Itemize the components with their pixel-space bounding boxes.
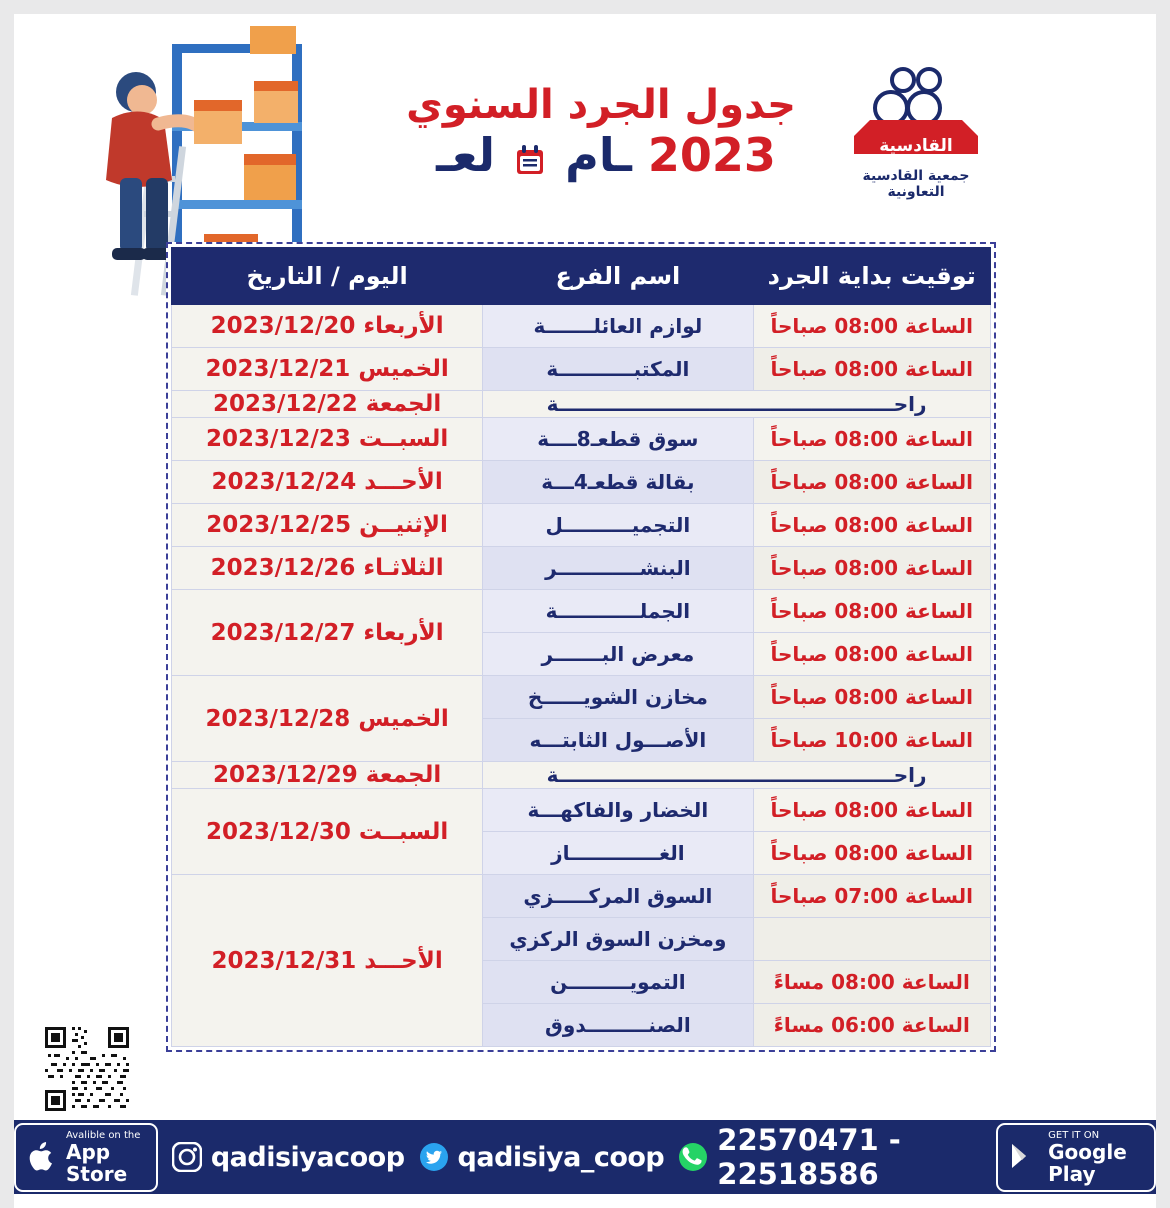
title-word-jadwal: جدول الجرد السنوي	[406, 82, 796, 128]
table-row	[172, 676, 991, 762]
date-cell: الخميس 2023/12/21	[172, 348, 483, 391]
branch-cell	[483, 875, 753, 1047]
holiday-label: راحـــــــــــــــــــــــــــــــــــــــــــــــــة	[546, 763, 927, 787]
table-row	[172, 789, 991, 875]
time-value: الساعة 08:00 صباحاً	[754, 348, 991, 390]
time-value	[754, 917, 991, 960]
title-block	[406, 82, 796, 183]
title-word-year: 2023	[647, 128, 776, 182]
col-header-branch: اسم الفرع	[483, 248, 753, 305]
instagram-link[interactable]	[172, 1142, 405, 1173]
branch-value: بقالة قطعـ4ـــة	[483, 461, 752, 503]
time-cell	[753, 305, 991, 348]
time-value: الساعة 08:00 صباحاً	[754, 461, 991, 503]
table-row-holiday	[172, 391, 991, 418]
time-cell	[753, 590, 991, 676]
phone-contact[interactable]	[678, 1123, 982, 1191]
title-word-am: ـام	[565, 128, 632, 182]
branch-value: التمويـــــــــن	[483, 960, 752, 1003]
instagram-icon	[172, 1142, 202, 1172]
table-row	[172, 875, 991, 1047]
google-play-small-label: GET IT ON	[1048, 1129, 1100, 1141]
poster-inner	[14, 14, 1156, 1194]
table-row-holiday	[172, 762, 991, 789]
time-value: الساعة 08:00 صباحاً	[754, 504, 991, 546]
poster-title-line2	[416, 128, 796, 183]
date-cell: السبــت 2023/12/30	[172, 789, 483, 875]
date-cell: الخميس 2023/12/28	[172, 676, 483, 762]
table-row	[172, 547, 991, 590]
inventory-schedule-table	[166, 242, 996, 1052]
logo-mark-icon	[846, 64, 986, 164]
table-row	[172, 590, 991, 676]
branch-value: سوق قطعـ8ــــة	[483, 418, 752, 460]
time-value: الساعة 07:00 صباحاً	[754, 875, 991, 917]
time-cell	[753, 676, 991, 762]
branch-cell	[483, 504, 753, 547]
table-row	[172, 305, 991, 348]
branch-value: المكتبـــــــــــة	[483, 348, 752, 390]
time-cell	[753, 875, 991, 1047]
twitter-link[interactable]	[419, 1142, 665, 1173]
table-body	[172, 305, 991, 1047]
time-value: الساعة 10:00 صباحاً	[754, 718, 991, 761]
date-cell: الأربعاء 2023/12/27	[172, 590, 483, 676]
date-cell: الجمعة 2023/12/22	[172, 391, 483, 418]
apple-icon	[28, 1142, 58, 1172]
twitter-icon	[419, 1142, 449, 1172]
time-value: الساعة 06:00 مساءً	[754, 1003, 991, 1046]
date-cell: الأحـــد 2023/12/24	[172, 461, 483, 504]
branch-value: البنشــــــــــــر	[483, 547, 752, 589]
frame-right	[1156, 0, 1170, 1208]
holiday-cell	[483, 762, 991, 789]
calendar-icon	[513, 134, 547, 168]
holiday-label: راحـــــــــــــــــــــــــــــــــــــــــــــــــة	[546, 392, 927, 416]
time-value: الساعة 08:00 صباحاً	[754, 676, 991, 718]
branch-cell	[483, 305, 753, 348]
time-cell	[753, 418, 991, 461]
col-header-time: توقيت بداية الجرد	[753, 248, 991, 305]
time-cell	[753, 348, 991, 391]
col-header-date: اليوم / التاريخ	[172, 248, 483, 305]
google-play-icon	[1010, 1142, 1040, 1172]
time-value: الساعة 08:00 صباحاً	[754, 831, 991, 874]
branch-cell	[483, 789, 753, 875]
time-value: الساعة 08:00 صباحاً	[754, 547, 991, 589]
time-cell	[753, 504, 991, 547]
table-row	[172, 504, 991, 547]
twitter-handle: qadisiya_coop	[457, 1141, 665, 1173]
phone-numbers: 22570471 - 22518586	[717, 1123, 901, 1191]
svg-text:القادسية: القادسية	[879, 136, 953, 156]
app-store-button[interactable]	[14, 1123, 158, 1192]
branch-value: الصنـــــــــدوق	[483, 1003, 752, 1046]
frame-top	[0, 0, 1170, 14]
date-cell: الثلاثـاء 2023/12/26	[172, 547, 483, 590]
time-cell	[753, 547, 991, 590]
branch-value: الغـــــــــــــاز	[483, 831, 752, 874]
date-cell: السبــت 2023/12/23	[172, 418, 483, 461]
google-play-labels	[1048, 1130, 1142, 1185]
table-header-row	[172, 248, 991, 305]
time-value: الساعة 08:00 مساءً	[754, 960, 991, 1003]
branch-value: الأصـــول الثابتـــه	[483, 718, 752, 761]
branch-value: ومخزن السوق الركزي	[483, 917, 752, 960]
frame-left	[0, 0, 14, 1208]
branch-cell	[483, 547, 753, 590]
branch-value: معرض البـــــــر	[483, 632, 752, 675]
branch-value: الخضار والفاكهـــة	[483, 789, 752, 831]
time-cell	[753, 789, 991, 875]
instagram-handle: qadisiyacoop	[210, 1141, 405, 1173]
branch-cell	[483, 348, 753, 391]
branch-cell	[483, 418, 753, 461]
header	[14, 14, 1156, 234]
branch-cell	[483, 590, 753, 676]
coop-logo	[836, 64, 996, 224]
branch-value: التجميــــــــــل	[483, 504, 752, 546]
logo-caption: جمعية القادسية التعاونية	[862, 168, 970, 200]
date-cell: الأربعاء 2023/12/20	[172, 305, 483, 348]
time-value: الساعة 08:00 صباحاً	[754, 632, 991, 675]
time-value: الساعة 08:00 صباحاً	[754, 590, 991, 632]
holiday-cell	[483, 391, 991, 418]
table-row	[172, 461, 991, 504]
time-value: الساعة 08:00 صباحاً	[754, 789, 991, 831]
app-store-labels	[66, 1130, 144, 1185]
google-play-big-label: Google Play	[1048, 1139, 1127, 1186]
date-cell: الإثنيــن 2023/12/25	[172, 504, 483, 547]
branch-value: السوق المركـــــزي	[483, 875, 752, 917]
table-row	[172, 418, 991, 461]
time-cell	[753, 461, 991, 504]
branch-value: الجملــــــــــــة	[483, 590, 752, 632]
app-store-small-label: Avalible on the	[66, 1129, 141, 1141]
branch-value: لوازم العائلـــــــة	[483, 305, 752, 347]
time-value: الساعة 08:00 صباحاً	[754, 418, 991, 460]
date-cell: الأحـــد 2023/12/31	[172, 875, 483, 1047]
google-play-button[interactable]	[996, 1123, 1156, 1192]
title-word-le: لعـ	[436, 128, 496, 182]
app-store-big-label: App Store	[66, 1139, 128, 1186]
table-row	[172, 348, 991, 391]
qr-code[interactable]	[42, 1024, 132, 1114]
date-cell: الجمعة 2023/12/29	[172, 762, 483, 789]
branch-value: مخازن الشويــــــخ	[483, 676, 752, 718]
whatsapp-icon	[678, 1142, 708, 1172]
footer-bar	[14, 1120, 1156, 1194]
branch-cell	[483, 676, 753, 762]
branch-cell	[483, 461, 753, 504]
time-value: الساعة 08:00 صباحاً	[754, 305, 991, 347]
poster-title-line1	[406, 82, 796, 128]
